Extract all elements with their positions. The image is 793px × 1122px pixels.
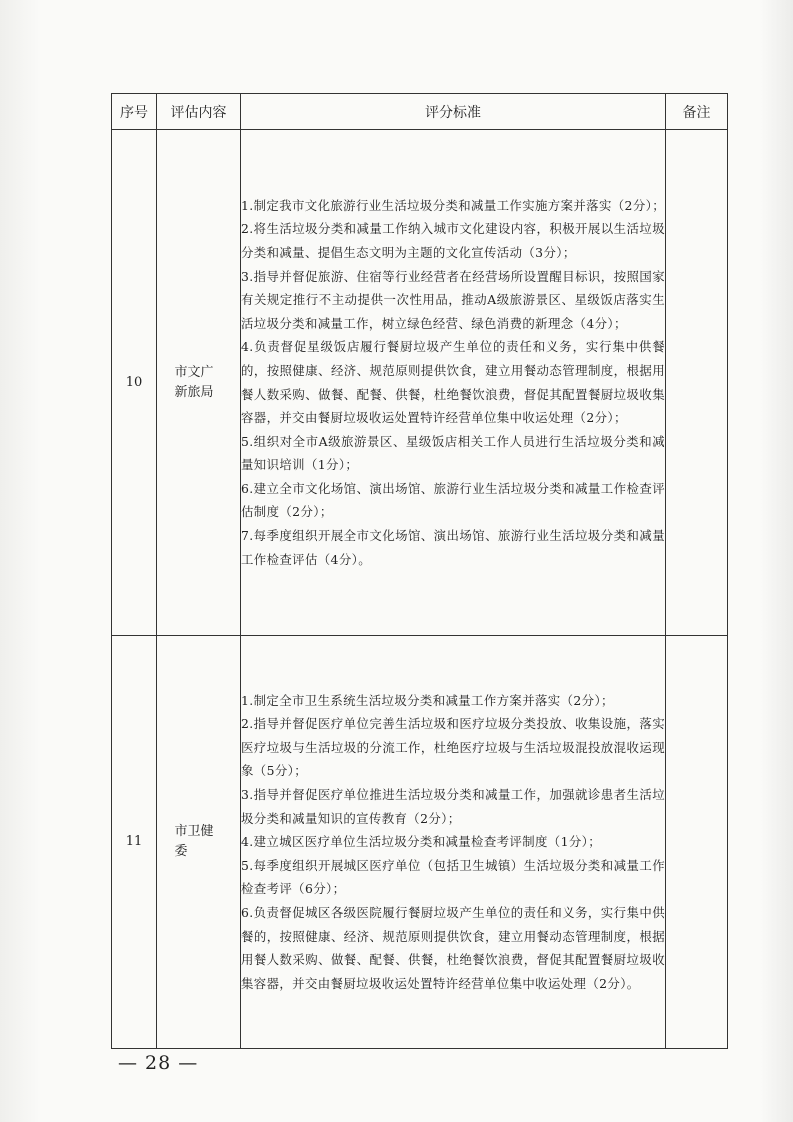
evaluation-table — [111, 93, 728, 1049]
page-number: — 28 — — [118, 1052, 199, 1074]
row-unit-cell — [157, 636, 241, 1049]
row-criteria — [241, 130, 666, 636]
criteria-item: 5.每季度组织开展城区医疗单位（包括卫生城镇）生活垃圾分类和减量工作检查考评（6分）； — [241, 857, 665, 897]
row-unit-cell — [157, 130, 241, 636]
criteria-item: 6.建立全市文化场馆、演出场馆、旅游行业生活垃圾分类和减量工作检查评估制度（2分）； — [241, 480, 665, 520]
criteria-item: 2.将生活垃圾分类和减量工作纳入城市文化建设内容，积极开展以生活垃圾分类和减量、提倡生态文明为主题的文化宣传活动（3分）； — [241, 221, 665, 260]
criteria-item: 5.组织对全市A级旅游景区、星级饭店相关工作人员进行生活垃圾分类和减量知识培训（1分）； — [241, 433, 665, 473]
criteria-item: 4.负责督促星级饭店履行餐厨垃圾产生单位的责任和义务，实行集中供餐的，按照健康、经济、规范原则提供饮食，建立用餐动态管理制度，根据用餐人数采购、做餐、配餐、供餐，杜绝餐饮浪费，督促其配置餐厨垃圾收集容器，并交由餐厨垃圾收运处置特许经营单位集中收运处理（2分）； — [241, 339, 665, 426]
row-unit: 市卫健委 — [174, 824, 214, 859]
header-note: 备注 — [666, 94, 728, 130]
row-number: 10 — [112, 130, 157, 636]
row-unit: 市文广新旅局 — [174, 364, 214, 400]
criteria-item: 3.指导并督促医疗单位推进生活垃圾分类和减量工作，加强就诊患者生活垃圾分类和减量知识的宣传教育（2分）； — [241, 787, 665, 826]
row-criteria — [241, 636, 666, 1049]
header-criteria: 评分标准 — [241, 94, 666, 130]
table-row — [112, 636, 728, 1049]
row-note — [666, 130, 728, 636]
header-no: 序号 — [112, 94, 157, 130]
criteria-item: 7.每季度组织开展全市文化场馆、演出场馆、旅游行业生活垃圾分类和减量工作检查评估（4分）。 — [241, 528, 665, 567]
header-unit: 评估内容 — [157, 94, 241, 130]
criteria-item: 2.指导并督促医疗单位完善生活垃圾和医疗垃圾分类投放、收集设施，落实医疗垃圾与生活垃圾的分流工作，杜绝医疗垃圾与生活垃圾混投放混收运现象（5分）； — [241, 716, 665, 779]
row-number: 11 — [112, 636, 157, 1049]
table-row — [112, 130, 728, 636]
criteria-item: 1.制定全市卫生系统生活垃圾分类和减量工作方案并落实（2分）； — [241, 692, 614, 708]
row-note — [666, 636, 728, 1049]
criteria-item: 6.负责督促城区各级医院履行餐厨垃圾产生单位的责任和义务，实行集中供餐的，按照健康、经济、规范原则提供饮食，建立用餐动态管理制度，根据用餐人数采购、做餐、配餐、供餐，杜绝餐饮浪费，督促其配置餐厨垃圾收集容器，并交由餐厨垃圾收运处置特许经营单位集中收运处理（2分）。 — [241, 904, 665, 991]
criteria-item: 3.指导并督促旅游、住宿等行业经营者在经营场所设置醒目标识，按照国家有关规定推行不主动提供一次性用品，推动A级旅游景区、星级饭店落实生活垃圾分类和减量工作，树立绿色经营、绿色消费的新理念（4分）； — [241, 268, 665, 331]
table-header-row — [112, 94, 728, 130]
criteria-item: 1.制定我市文化旅游行业生活垃圾分类和减量工作实施方案并落实（2分）； — [241, 197, 666, 213]
criteria-item: 4.建立城区医疗单位生活垃圾分类和减量检查考评制度（1分）； — [241, 834, 602, 850]
